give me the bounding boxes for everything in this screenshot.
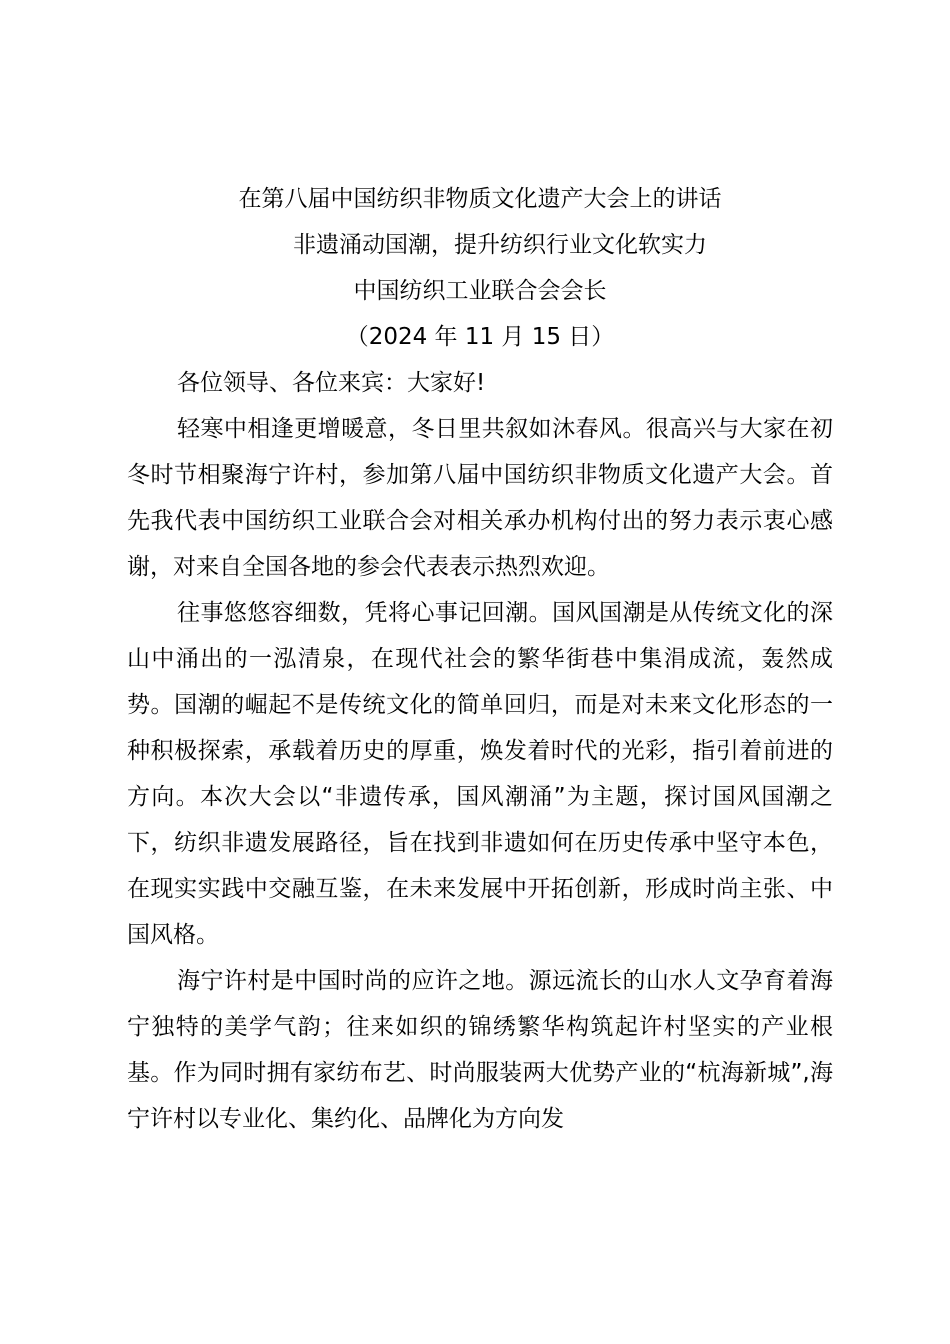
- paragraph: 海宁许村是中国时尚的应许之地。源远流长的山水人文孕育着海宁独特的美学气韵；往来如织的锦绣繁华构筑起许村坚实的产业根基。作为同时拥有家纺布艺、时尚服装两大优势产业的“杭海新城”,海宁许村以专业化、集约化、品牌化为方向发: [127, 968, 833, 1132]
- greeting: 各位领导、各位来宾：大家好!: [177, 370, 486, 396]
- speech-date: （2024 年 11 月 15 日）: [345, 324, 615, 350]
- paragraph: 往事悠悠容细数，凭将心事记回潮。国风国潮是从传统文化的深山中涌出的一泓清泉，在现代社会的繁华街巷中集涓成流，轰然成势。国潮的崛起不是传统文化的简单回归，而是对未来文化形态的一种积极探索，承载着历史的厚重，焕发着时代的光彩，指引着前进的方向。本次大会以“非遗传承，国风潮涌”为主题，探讨国风国潮之下，纺织非遗发展路径，旨在找到非遗如何在历史传承中坚守本色，在现实实践中交融互鉴，在未来发展中开拓创新，形成时尚主张、中国风格。: [127, 600, 833, 948]
- document-body: [127, 176, 833, 1142]
- paragraph: 轻寒中相逢更增暖意，冬日里共叙如沐春风。很高兴与大家在初冬时节相聚海宁许村，参加第八届中国纺织非物质文化遗产大会。首先我代表中国纺织工业联合会对相关承办机构付出的努力表示衷心感谢，对来自全国各地的参会代表表示热烈欢迎。: [127, 416, 833, 580]
- speaker-position: 中国纺织工业联合会会长: [353, 278, 607, 304]
- document-subtitle: 非遗涌动国潮，提升纺织行业文化软实力: [293, 232, 707, 258]
- document-title: 在第八届中国纺织非物质文化遗产大会上的讲话: [238, 186, 722, 212]
